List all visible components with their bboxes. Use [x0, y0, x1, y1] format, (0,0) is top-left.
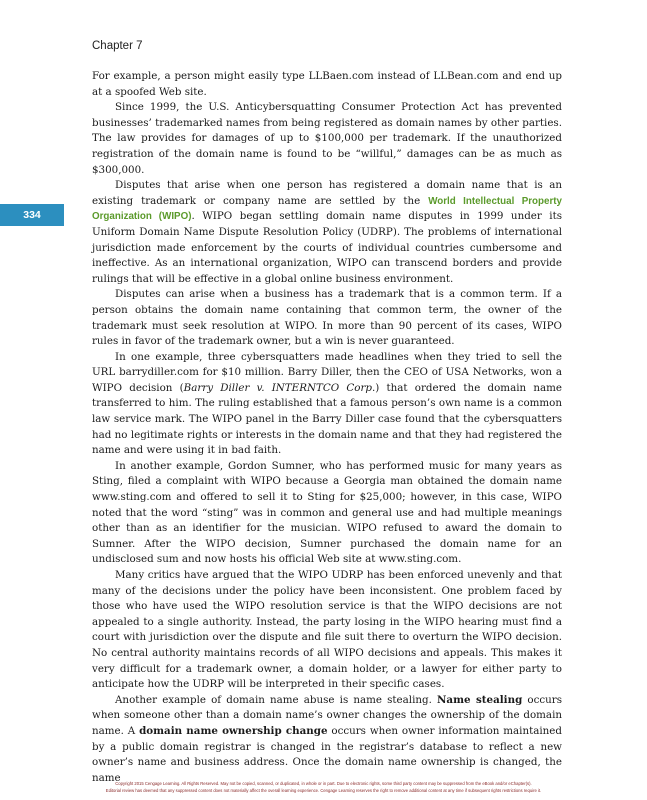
copyright-line-1: Copyright 2015 Cengage Learning. All Rights Reserved. May not be copied, scanned, or duplicated, in whole or in part. Due to electronic rights, some third party content may be suppressed from the eBook and/or eChapter(s).: [115, 781, 532, 786]
paragraph-8-text-mid: occurs when someone other than a domain name’s owner changes the ownership of the domain name. A: [92, 693, 562, 737]
paragraph-3-text-cont: . WIPO began settling domain name disputes in 1999 under its Uniform Domain Name Dispute Resolution Policy (UDRP). The problems of international jurisdiction made enforcement by the courts of individual countries cumbersome and ineffective. As an international organization, WIPO can transcend borders and provide rulings that will be effective in a global online business environment.: [92, 210, 563, 285]
paragraph-3: [92, 178, 562, 287]
paragraph-5-text-cont: ) that ordered the domain name transferred to him. The ruling established that a famous person’s own name is a common law service mark. The WIPO panel in the Barry Diller case found that the cybersquatters had no legitimate rights or interests in the domain name and that they had registered the name and were using it in bad faith.: [92, 381, 562, 457]
paragraph-5: [92, 350, 562, 459]
copyright-line-2: Editorial review has deemed that any suppressed content does not materially affect the overall learning experience. Cengage Learning reserves the right to remove additional content at any time if subsequent rights restrictions require it.: [105, 788, 542, 793]
paragraph-4: Disputes can arise when a business has a trademark that is a common term. If a person obtains the domain name containing that common term, the owner of the trademark must seek resolution at WIPO. In more than 90 percent of its cases, WIPO rules in favor of the trademark owner, but a win is never guaranteed.: [92, 288, 562, 348]
body-text: [92, 69, 562, 786]
case-citation: Barry Diller v. INTERNTCO Corp.: [183, 381, 376, 394]
paragraph-6: In another example, Gordon Sumner, who has performed music for many years as Sting, filed a complaint with WIPO because a Georgia man obtained the domain name www.sting.com and offered to sell it to Sting for $25,000; however, in this case, WIPO noted that the word “sting” was in common and general use and had multiple meanings other than as an identifier for the musician. WIPO refused to award the domain to Sumner. After the WIPO decision, Sumner purchased the domain name for an undisclosed sum and now hosts his official Web site at www.sting.com.: [92, 459, 562, 566]
page-number: 334: [23, 209, 41, 221]
copyright-footer: [0, 780, 647, 794]
chapter-header: Chapter 7: [92, 40, 143, 52]
paragraph-8-text: Another example of domain name abuse is name stealing.: [115, 693, 438, 706]
paragraph-8: [92, 693, 562, 787]
term-domain-ownership-change: domain name ownership change: [139, 724, 328, 737]
paragraph-7: Many critics have argued that the WIPO UDRP has been enforced unevenly and that many of the decisions under the policy have been inconsistent. One problem faced by those who have used the WIPO resolution service is that the WIPO decisions are not appealed to a single authority. Instead, the party losing in the WIPO hearing must find a court with jurisdiction over the dispute and file suit there to overturn the WIPO decision. No central authority maintains records of all WIPO decisions and appeals. This makes it very difficult for a trademark owner, a domain holder, or a lawyer for either party to anticipate how the UDRP will be interpreted in their specific cases.: [92, 569, 562, 691]
paragraph-3-text: Disputes that arise when one person has registered a domain name that is an existing trademark or company name are settled by the: [92, 179, 562, 207]
paragraph-5-text: In one example, three cybersquatters made headlines when they tried to sell the URL barrydiller.com for $10 million. Barry Diller, then the CEO of USA Networks, won a WIPO decision (: [92, 350, 562, 394]
paragraph-1: For example, a person might easily type LLBaen.com instead of LLBean.com and end up at a spoofed Web site.: [92, 70, 562, 98]
page-number-tab: [0, 204, 64, 226]
term-name-stealing: Name stealing: [437, 693, 523, 706]
paragraph-2: Since 1999, the U.S. Anticybersquatting Consumer Protection Act has prevented businesses’ trademarked names from being registered as domain names by other parties. The law provides for damages of up to $100,000 per trademark. If the unauthorized registration of the domain name is found to be “willful,” damages can be as much as $300,000.: [92, 101, 562, 176]
paragraph-8-text-cont: occurs when owner information maintained by a public domain registrar is changed in the registrar’s database to reflect a new owner’s name and business address. Once the domain name ownership is changed, the name: [92, 724, 562, 784]
key-term-wipo: World Intellectual Property Organization (WIPO): [92, 195, 562, 223]
